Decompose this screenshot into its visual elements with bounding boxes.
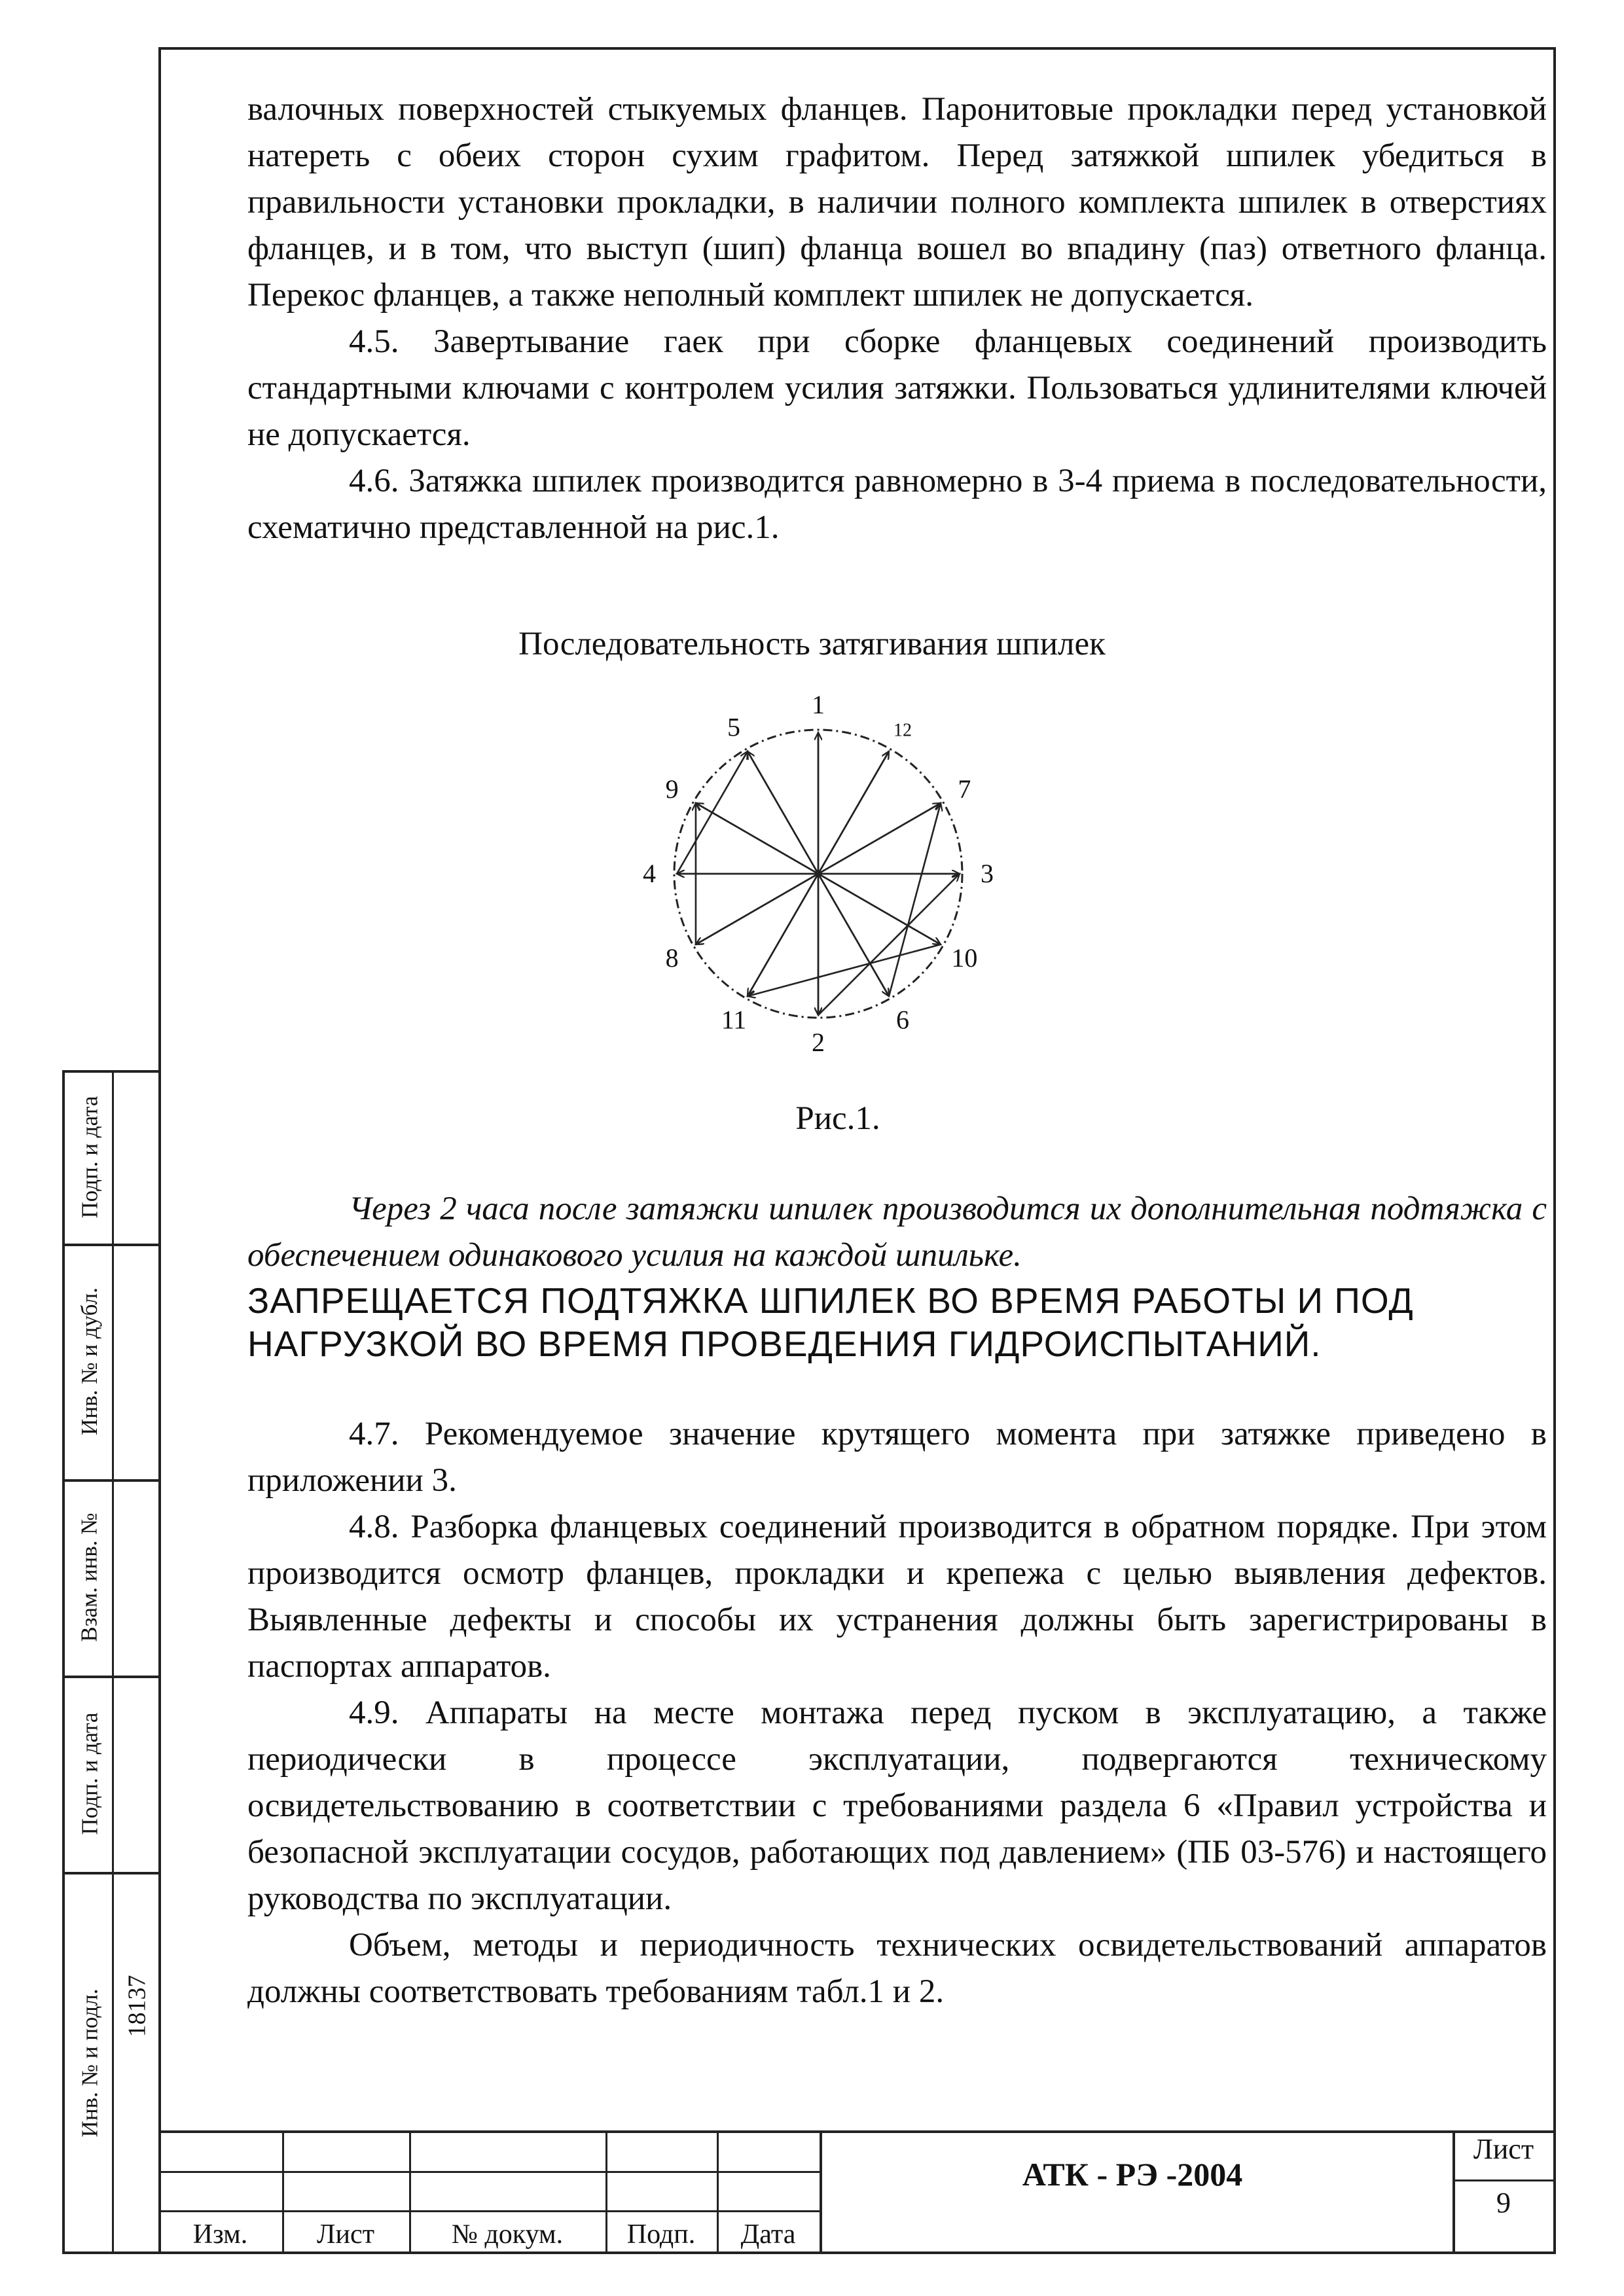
bolt-label-2: 2	[812, 1028, 825, 1057]
bolt-label-7: 7	[958, 774, 971, 804]
paragraph-4-6: 4.6. Затяжка шпилек производится равномерно в 3-4 приема в последовательности, схематично представленной на рис.1.	[247, 463, 1547, 546]
body-text	[247, 86, 1547, 551]
strip-inv-orig-value: 18137	[123, 1975, 151, 2037]
paragraph-volume: Объем, методы и периодичность технических освидетельствований аппаратов должны соответствовать требованиям табл.1 и 2.	[247, 1927, 1547, 2010]
bolt-label-12: 12	[893, 720, 912, 741]
figure-caption: Рис.1.	[795, 1100, 880, 1137]
warning-text: ЗАПРЕЩАЕТСЯ ПОДТЯЖКА ШПИЛЕК ВО ВРЕМЯ РАБОТЫ И ПОД НАГРУЗКОЙ ВО ВРЕМЯ ПРОВЕДЕНИЯ ГИДРОИСПЫТАНИЙ.	[247, 1280, 1414, 1364]
col-list: Лист	[317, 2219, 374, 2250]
bolt-label-10: 10	[951, 943, 978, 973]
sheet-label: Лист	[1473, 2133, 1534, 2165]
strip-vzam-inv: Взам. инв. №	[77, 1513, 103, 1642]
strip-sign-date-1: Подп. и дата	[77, 1096, 103, 1218]
side-strip-divider	[112, 1070, 114, 2254]
bolt-label-1: 1	[812, 690, 825, 719]
bolt-label-9: 9	[665, 774, 679, 804]
paragraph-flange-prep: валочных поверхностей стыкуемых фланцев. Паронитовые прокладки перед установкой натереть с обеих сторон сухим графитом. Перед затяжкой шпилек убедиться в правильности установки прокладки, в наличии полного комплекта шпилек в отверстиях фланцев, и в том, что выступ (шип) фланца вошел во впадину (паз) ответного фланца. Перекос фланцев, а также неполный комплект шпилек не допускается.	[247, 91, 1547, 314]
document-code: АТК - РЭ -2004	[1022, 2156, 1243, 2193]
bolt-label-5: 5	[727, 712, 740, 742]
bolt-label-8: 8	[665, 943, 679, 973]
side-strip	[62, 1070, 161, 2254]
paragraph-4-8: 4.8. Разборка фланцевых соединений производится в обратном порядке. При этом производится осмотр фланцев, прокладки и крепежа с целью выявления дефектов. Выявленные дефекты и способы их устранения должны быть зарегистрированы в паспортах аппаратов.	[247, 1509, 1547, 1685]
bolt-tightening-diagram	[622, 687, 1015, 1067]
col-sign: Подп.	[626, 2219, 696, 2250]
sheet-number: 9	[1496, 2187, 1511, 2219]
paragraph-retighten: Через 2 часа после затяжки шпилек производится их дополнительная подтяжка с обеспечением одинакового усилия на каждой шпильке.	[247, 1191, 1547, 1274]
col-doc: № докум.	[451, 2219, 564, 2250]
body-text-lower	[247, 1186, 1547, 2015]
figure-title: Последовательность затягивания шпилек	[518, 626, 1106, 662]
strip-inv-orig: Инв. № и подл.	[77, 1988, 102, 2138]
col-date: Дата	[740, 2219, 796, 2250]
bolt-label-3: 3	[981, 859, 994, 888]
bolt-label-6: 6	[896, 1005, 909, 1035]
paragraph-4-7: 4.7. Рекомендуемое значение крутящего момента при затяжке приведено в приложении 3.	[247, 1416, 1547, 1499]
bolt-label-4: 4	[643, 859, 656, 888]
paragraph-4-9: 4.9. Аппараты на месте монтажа перед пуском в эксплуатацию, а также периодически в процессе эксплуатации, подвергаются техническому освидетельствованию в соответствии с требованиями раздела 6 «Правил устройства и безопасной эксплуатации сосудов, работающих под давлением» (ПБ 03-576) и настоящего руководства по эксплуатации.	[247, 1695, 1547, 1917]
paragraph-4-5: 4.5. Завертывание гаек при сборке фланцевых соединений производить стандартными ключами с контролем усилия затяжки. Пользоваться удлинителями ключей не допускается.	[247, 323, 1547, 453]
bolt-label-11: 11	[721, 1005, 747, 1035]
strip-inv-dup: Инв. № и дубл.	[77, 1287, 102, 1435]
col-izm: Изм.	[192, 2219, 248, 2250]
strip-sign-date-2: Подп. и дата	[77, 1712, 103, 1835]
